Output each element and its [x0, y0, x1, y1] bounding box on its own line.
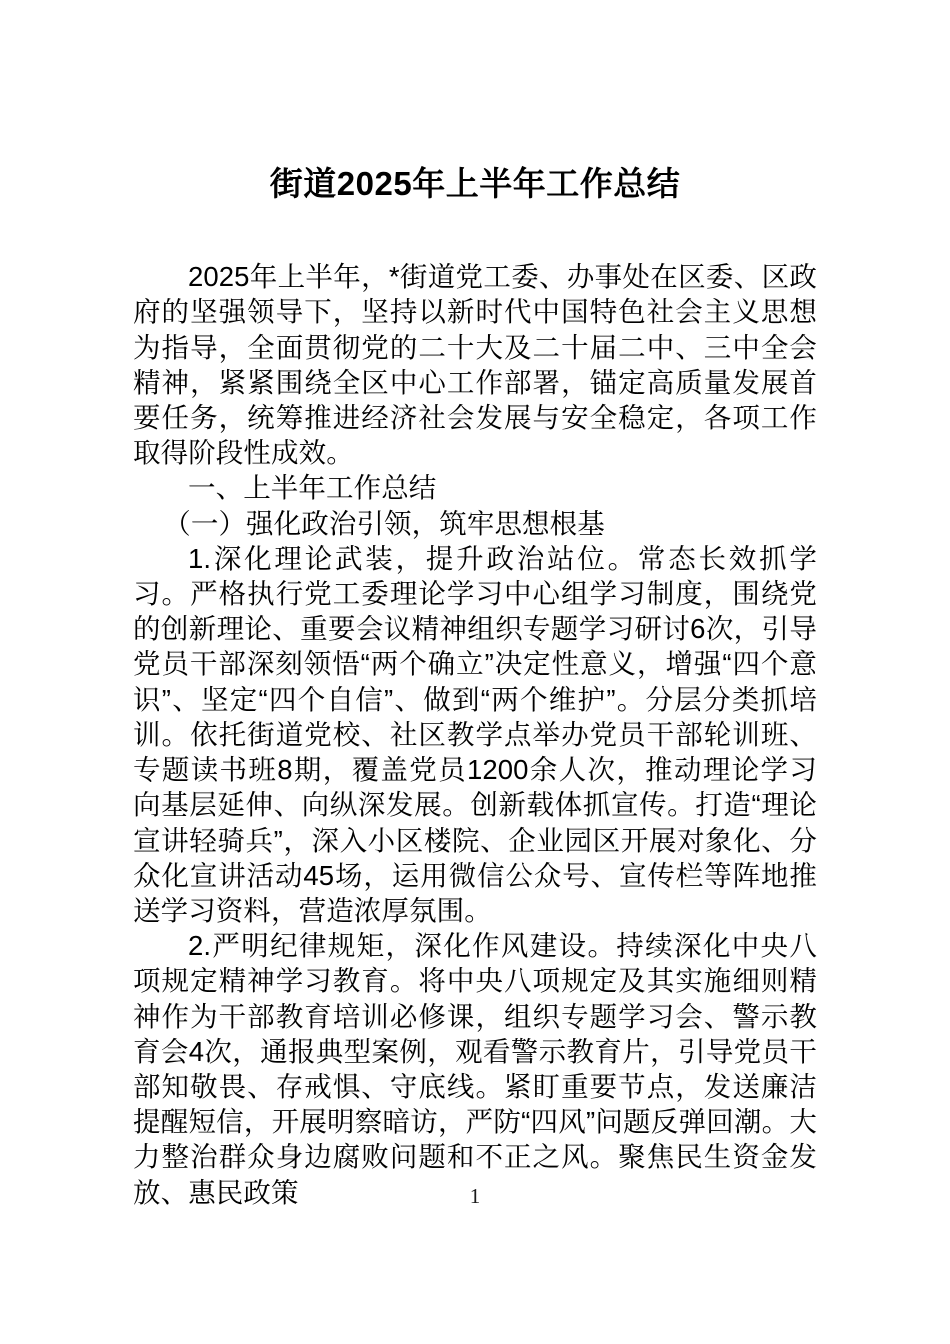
section-heading-1: 一、上半年工作总结	[188, 472, 437, 504]
page-title: 街道2025年上半年工作总结	[269, 165, 681, 202]
paragraph-intro: 2025年上半年，*街道党工委、办事处在区委、区政府的坚强领导下，坚持以新时代中国特色社会主义思想为指导，全面贯彻党的二十大及二十届二中、三中全会精神，紧紧围绕全区中心工作部署，锚定高质量发展首要任务，统筹推进经济社会发展与安全稳定，各项工作取得阶段性成效。	[133, 261, 817, 469]
subsection-heading-1: （一）强化政治引领，筑牢思想根基	[163, 507, 605, 539]
paragraph-item-2: 2.严明纪律规矩，深化作风建设。持续深化中央八项规定精神学习教育。将中央八项规定及其实施细则精神作为干部教育培训必修课，组织专题学习会、警示教育会4次，通报典型案例，观看警示教育片，引导党员干部知敬畏、存戒惧、守底线。紧盯重要节点，发送廉洁提醒短信，开展明察暗访，严防“四风”问题反弹回潮。大力整治群众身边腐败问题和不正之风。聚焦民生资金发放、惠民政策	[133, 930, 817, 1208]
page-number: 1	[469, 1184, 481, 1208]
paragraph-item-1: 1.深化理论武装，提升政治站位。常态长效抓学习。严格执行党工委理论学习中心组学习制度，围绕党的创新理论、重要会议精神组织专题学习研讨6次，引导党员干部深刻领悟“两个确立”决定性意义，增强“四个意识”、坚定“四个自信”、做到“两个维护”。分层分类抓培训。依托街道党校、社区教学点举办党员干部轮训班、专题读书班8期，覆盖党员1200余人次，推动理论学习向基层延伸、向纵深发展。创新载体抓宣传。打造“理论宣讲轻骑兵”，深入小区楼院、企业园区开展对象化、分众化宣讲活动45场，运用微信公众号、宣传栏等阵地推送学习资料，营造浓厚氛围。	[133, 542, 817, 926]
document-body	[133, 0, 817, 1210]
